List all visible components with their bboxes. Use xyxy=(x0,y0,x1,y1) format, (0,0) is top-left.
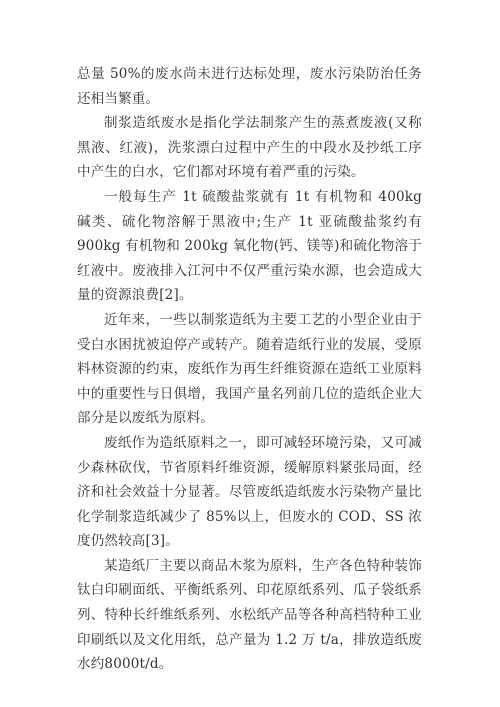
document-page xyxy=(77,62,422,677)
paragraph-5: 某造纸厂主要以商品木浆为原料，生产各色特种装饰钛白印刷面纸、平衡纸系列、印花原纸系列、瓜子袋纸系列、特种长纤维纸系列、水松纸产品等各种高档特种工业印刷纸以及文化用纸，总产量为 1.2 万 t/a，排放造纸废水约8000t/d。 xyxy=(77,557,422,673)
paragraph-2: 一般每生产 1t 硫酸盐浆就有 1t 有机物和 400kg 碱类、硫化物溶解于黑液中;生产 1t 亚硫酸盐浆约有 900kg 有机物和 200kg 氧化物(钙、镁等)和硫化物溶于红液中。废液排入江河中不仅严重污染水源，也会造成大量的资源浪费[2]。 xyxy=(77,188,422,304)
paragraph-0: 总量 50%的废水尚未进行达标处理，废水污染防治任务还相当繁重。 xyxy=(77,66,422,107)
paragraph-3: 近年来，一些以制浆造纸为主要工艺的小型企业由于受白水困扰被迫停产或转产。随着造纸行业的发展，受原料林资源的约束，废纸作为再生纤维资源在造纸工业原料中的重要性与日俱增，我国产量名列前几位的造纸企业大部分是以废纸为原料。 xyxy=(77,311,422,427)
paragraph-4: 废纸作为造纸原料之一，即可减轻环境污染，又可减少森林砍伐，节省原料纤维资源，缓解原料紧张局面，经济和社会效益十分显著。尽管废纸造纸废水污染物产量比化学制浆造纸减少了 85%以上，但废水的 COD、SS 浓度仍然较高[3]。 xyxy=(77,434,422,550)
paragraph-1: 制浆造纸废水是指化学法制浆产生的蒸煮废液(又称黑液、红液)，洗浆漂白过程中产生的中段水及抄纸工序中产生的白水，它们都对环境有着严重的污染。 xyxy=(77,115,422,181)
